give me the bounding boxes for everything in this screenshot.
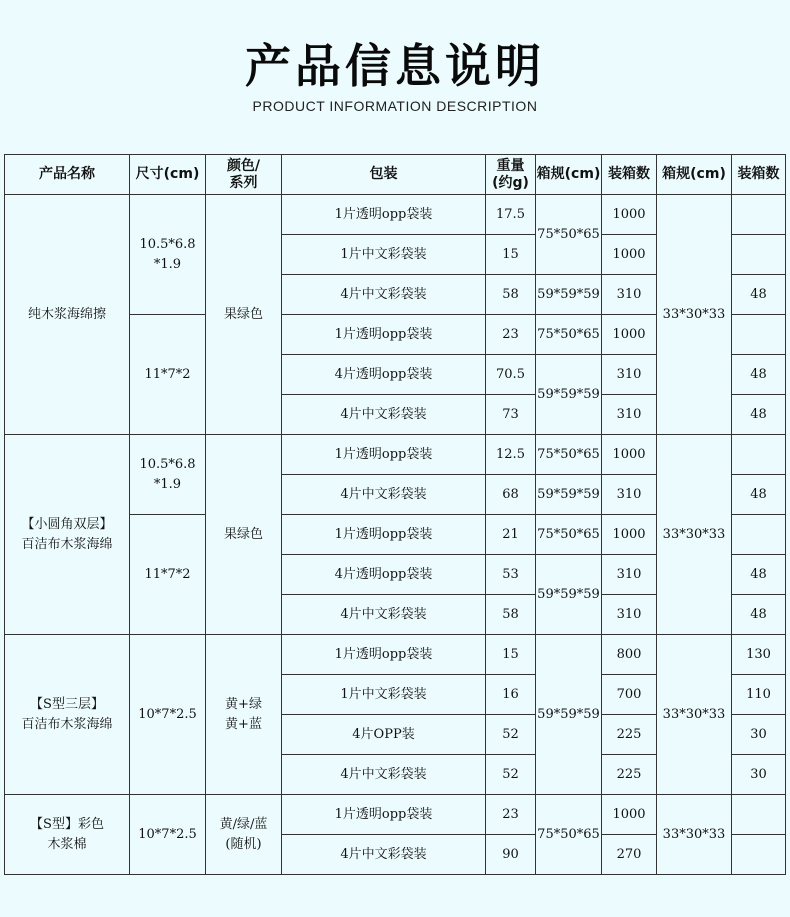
page-subtitle: PRODUCT INFORMATION DESCRIPTION — [252, 98, 538, 114]
weight-cell: 52 — [486, 755, 536, 795]
carton-size-1-cell: 59*59*59 — [536, 635, 602, 795]
header-carton-size-2: 箱规(cm) — [657, 155, 732, 195]
weight-cell: 53 — [486, 555, 536, 595]
page-title: 产品信息说明 — [245, 39, 545, 93]
carton-qty-1-cell: 310 — [602, 275, 657, 315]
weight-cell: 90 — [486, 835, 536, 875]
header-color-series: 颜色/ 系列 — [206, 155, 282, 195]
header-weight: 重量 (约g) — [486, 155, 536, 195]
carton-qty-2-cell — [732, 235, 786, 275]
carton-qty-1-cell: 1000 — [602, 195, 657, 235]
carton-size-1-cell: 59*59*59 — [536, 355, 602, 435]
product-info-table — [4, 154, 786, 875]
color-series-cell: 果绿色 — [206, 195, 282, 435]
weight-cell: 52 — [486, 715, 536, 755]
packaging-cell: 4片透明opp袋装 — [282, 555, 486, 595]
carton-qty-1-cell: 225 — [602, 715, 657, 755]
carton-qty-1-cell: 270 — [602, 835, 657, 875]
packaging-cell: 1片透明opp袋装 — [282, 435, 486, 475]
table-row — [5, 435, 786, 475]
carton-size-1-cell: 59*59*59 — [536, 555, 602, 635]
packaging-cell: 1片中文彩袋装 — [282, 235, 486, 275]
header-product-name: 产品名称 — [5, 155, 130, 195]
carton-qty-1-cell: 310 — [602, 595, 657, 635]
carton-qty-2-cell: 30 — [732, 755, 786, 795]
table-row — [5, 195, 786, 235]
carton-qty-2-cell — [732, 195, 786, 235]
carton-qty-1-cell: 310 — [602, 555, 657, 595]
header-carton-size-1: 箱规(cm) — [536, 155, 602, 195]
carton-size-1-cell: 75*50*65 — [536, 515, 602, 555]
color-series-cell: 黄/绿/蓝 (随机) — [206, 795, 282, 875]
header-carton-qty-2: 装箱数 — [732, 155, 786, 195]
carton-qty-2-cell: 48 — [732, 555, 786, 595]
carton-size-2-cell: 33*30*33 — [657, 795, 732, 875]
carton-qty-1-cell: 310 — [602, 395, 657, 435]
packaging-cell: 1片中文彩袋装 — [282, 675, 486, 715]
weight-cell: 23 — [486, 315, 536, 355]
carton-qty-1-cell: 1000 — [602, 795, 657, 835]
weight-cell: 58 — [486, 275, 536, 315]
carton-qty-2-cell: 110 — [732, 675, 786, 715]
carton-size-1-cell: 75*50*65 — [536, 315, 602, 355]
carton-qty-2-cell: 48 — [732, 395, 786, 435]
weight-cell: 15 — [486, 635, 536, 675]
table-body — [5, 195, 786, 875]
packaging-cell: 4片中文彩袋装 — [282, 595, 486, 635]
size-cell: 10.5*6.8 *1.9 — [130, 195, 206, 315]
carton-size-1-cell: 75*50*65 — [536, 195, 602, 275]
weight-cell: 15 — [486, 235, 536, 275]
weight-cell: 23 — [486, 795, 536, 835]
carton-size-2-cell: 33*30*33 — [657, 635, 732, 795]
carton-qty-1-cell: 1000 — [602, 315, 657, 355]
product-name-cell: 【小圆角双层】 百洁布木浆海绵 — [5, 435, 130, 635]
table-row — [5, 635, 786, 675]
carton-qty-1-cell: 1000 — [602, 435, 657, 475]
carton-qty-2-cell: 48 — [732, 475, 786, 515]
size-cell: 10*7*2.5 — [130, 635, 206, 795]
carton-qty-1-cell: 800 — [602, 635, 657, 675]
packaging-cell: 4片中文彩袋装 — [282, 275, 486, 315]
carton-qty-2-cell — [732, 835, 786, 875]
weight-cell: 73 — [486, 395, 536, 435]
header-carton-qty-1: 装箱数 — [602, 155, 657, 195]
carton-qty-1-cell: 1000 — [602, 235, 657, 275]
packaging-cell: 1片透明opp袋装 — [282, 195, 486, 235]
packaging-cell: 4片中文彩袋装 — [282, 395, 486, 435]
weight-cell: 17.5 — [486, 195, 536, 235]
packaging-cell: 1片透明opp袋装 — [282, 315, 486, 355]
carton-size-1-cell: 75*50*65 — [536, 795, 602, 875]
size-cell: 11*7*2 — [130, 515, 206, 635]
weight-cell: 12.5 — [486, 435, 536, 475]
weight-cell: 21 — [486, 515, 536, 555]
product-name-cell: 【S型三层】 百洁布木浆海绵 — [5, 635, 130, 795]
packaging-cell: 4片透明opp袋装 — [282, 355, 486, 395]
weight-cell: 16 — [486, 675, 536, 715]
header-packaging: 包装 — [282, 155, 486, 195]
product-name-cell: 【S型】彩色 木浆棉 — [5, 795, 130, 875]
size-cell: 11*7*2 — [130, 315, 206, 435]
size-cell: 10.5*6.8 *1.9 — [130, 435, 206, 515]
carton-qty-2-cell: 48 — [732, 595, 786, 635]
size-cell: 10*7*2.5 — [130, 795, 206, 875]
packaging-cell: 4片中文彩袋装 — [282, 755, 486, 795]
table-header-row — [5, 155, 786, 195]
carton-qty-2-cell — [732, 435, 786, 475]
packaging-cell: 1片透明opp袋装 — [282, 795, 486, 835]
carton-qty-2-cell: 48 — [732, 275, 786, 315]
packaging-cell: 4片OPP装 — [282, 715, 486, 755]
carton-size-2-cell: 33*30*33 — [657, 435, 732, 635]
color-series-cell: 黄+绿 黄+蓝 — [206, 635, 282, 795]
table-row — [5, 795, 786, 835]
packaging-cell: 4片中文彩袋装 — [282, 835, 486, 875]
color-series-cell: 果绿色 — [206, 435, 282, 635]
weight-cell: 58 — [486, 595, 536, 635]
carton-size-1-cell: 59*59*59 — [536, 475, 602, 515]
weight-cell: 68 — [486, 475, 536, 515]
carton-qty-2-cell — [732, 795, 786, 835]
weight-cell: 70.5 — [486, 355, 536, 395]
carton-qty-2-cell: 48 — [732, 355, 786, 395]
carton-qty-1-cell: 700 — [602, 675, 657, 715]
carton-qty-1-cell: 225 — [602, 755, 657, 795]
carton-qty-2-cell: 30 — [732, 715, 786, 755]
carton-size-1-cell: 59*59*59 — [536, 275, 602, 315]
packaging-cell: 4片中文彩袋装 — [282, 475, 486, 515]
packaging-cell: 1片透明opp袋装 — [282, 635, 486, 675]
packaging-cell: 1片透明opp袋装 — [282, 515, 486, 555]
carton-size-2-cell: 33*30*33 — [657, 195, 732, 435]
carton-qty-1-cell: 310 — [602, 355, 657, 395]
carton-qty-2-cell — [732, 515, 786, 555]
carton-qty-2-cell — [732, 315, 786, 355]
product-name-cell: 纯木浆海绵擦 — [5, 195, 130, 435]
carton-size-1-cell: 75*50*65 — [536, 435, 602, 475]
carton-qty-1-cell: 310 — [602, 475, 657, 515]
carton-qty-2-cell: 130 — [732, 635, 786, 675]
header-size: 尺寸(cm) — [130, 155, 206, 195]
carton-qty-1-cell: 1000 — [602, 515, 657, 555]
